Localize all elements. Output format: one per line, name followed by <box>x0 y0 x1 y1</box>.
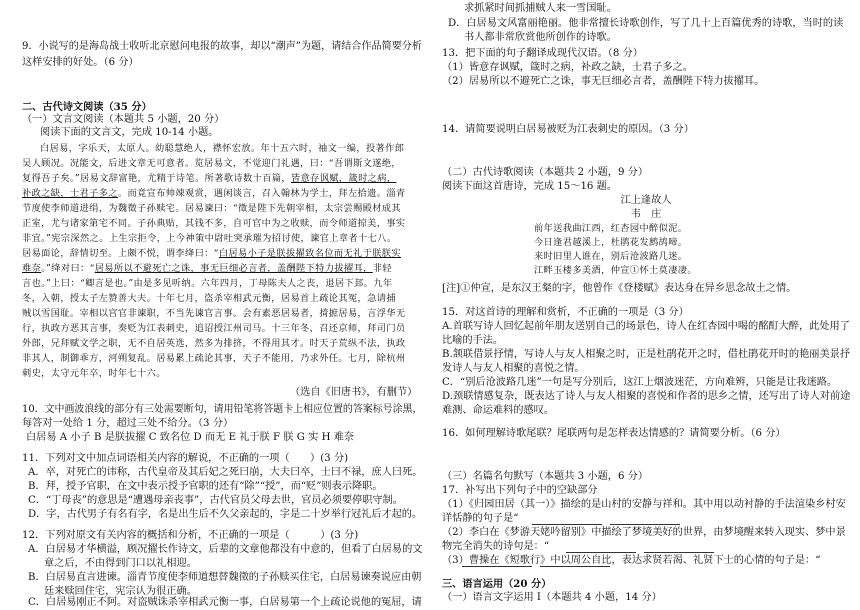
passage-line: 行，执政方恶其言事，奏贬为江表刺史，追诏授江州司马。十三年冬，召还京师，拜司门员 <box>22 323 406 334</box>
passage-line: 非其人，制御乖方，河朔复乱。居易累上疏论其事，天子不能用，乃求外任。七月，除杭州 <box>22 353 406 364</box>
poem-line: 前年送我曲江西，红杏园中醉似泥。 <box>534 223 688 234</box>
poem-author: 韦 庄 <box>630 209 662 220</box>
passage-line: 非宜。”宪宗深然之。上生宗拒令，上今神策中尉吐突承璀为招讨使，谏官上章者十七八。 <box>22 233 397 244</box>
question-13: 13．把下面的句子翻译成现代汉语。（8 分） <box>442 48 643 59</box>
passage-line: 难奈。”绛对曰：“居易所以不避死亡之诛，事无巨细必言者，盖酬陛下特力拔擢耳，非轻 <box>22 263 392 274</box>
question-9: 9．小说写的是海岛战士收听北京慰问电报的故事，却以“潮声”为题，请结合作品简要分析 <box>22 41 422 52</box>
section-heading: 二、古代诗文阅读（35 分） <box>22 101 152 113</box>
passage-line: 居易面论，辞情切至。上颇不悦，谓李绛曰：“白居易小子是朕拔擢致名位而无礼于朕朕实 <box>22 248 402 259</box>
subsection-heading: （一）语言文字运用 Ⅰ（本题共 4 小题，14 分） <box>442 592 662 603</box>
option-a: A．卒，对死亡的讳称，古代皇帝及其后妃之死曰崩，大夫曰卒，士曰不禄，庶人曰死。 <box>28 467 423 478</box>
subsection-heading: （三）名篇名句默写（本题共 3 小题，6 分） <box>442 471 649 482</box>
answer-blank[interactable] <box>610 524 680 525</box>
question-13-1: （1）皆意存讽赋，箴时之病，补政之缺，士君子多之。 <box>442 62 693 73</box>
answer-blank[interactable] <box>462 566 532 567</box>
subsection-heading: （一）文言文阅读（本题共 5 小题，20 分） <box>22 114 225 125</box>
option-d-cont: 书人都非常欣赏他所创作的诗歌。 <box>464 32 617 43</box>
poem-line: 江畔玉楼多美酒，仲宣①怀土莫凄凄。 <box>534 265 697 276</box>
option-b: B.颔联借景抒情，写诗人与友人相聚之时，正是杜鹃花开之时，借杜鹃花开时的艳丽美景抒 <box>442 349 851 360</box>
option-a-cont: 比喻的手法。 <box>442 335 504 346</box>
question-17-2: （2）李白在《梦游天姥吟留别》中描绘了梦境美好的世界，由梦境醒来转入现实、梦中景 <box>442 527 846 538</box>
option-c: C．“丁母丧”的意思是“遭遇母亲丧事”，古代官员父母去世，官员必须要停职守制。 <box>28 495 403 506</box>
question-11: 11．下列对文中加点词语相关内容的解说，不正确的一项（ ）(3 分) <box>22 453 349 464</box>
option-d: D.颈联情感复杂，既表达了诗人与友人相聚的喜悦和作者的思乡之情，还写出了诗人对前途 <box>442 391 851 402</box>
question-10: 10．文中画波浪线的部分有三处需要断句，请用铅笔将答题卡上相应位置的答案标号涂黑， <box>22 404 423 415</box>
option-b: B．拜，授予官职，在文中表示授予官职的还有“除”“授”，而“贬”则表示降职。 <box>28 481 383 492</box>
passage-line: 冬，入朝，授太子左赞善大夫。十年七月，盗杀宰相武元衡，居易首上疏论其冤，急请捕 <box>22 293 396 304</box>
option-d: D．白居易文风富丽艳丽。他非常擅长诗歌创作，写了几十上百篇优秀的诗歌，当时的读 <box>448 18 844 29</box>
question-12: 12．下列对原文有关内容的概括和分析，不正确的一项是（ ）(3 分) <box>22 530 359 541</box>
option-a: A．白居易才华横溢，顾况擢长作诗文，后辈的文章他都没有中意的，但看了白居易的文 <box>28 544 423 555</box>
passage-line: 贼以雪国耻。宰相以宫官非谏职，不当先谏官言事。会有素恶居易者，掎摭居易，言浮华无 <box>22 308 406 319</box>
subsection-heading: （二）古代诗歌阅读（本题共 2 小题，9 分） <box>442 167 649 178</box>
instruction: 阅读下面这首唐诗，完成 15～16 题。 <box>442 181 618 192</box>
option-d: D．字，古代男子有名有字，名是出生后不久父亲起的，字是二十岁举行冠礼后才起的。 <box>28 509 423 520</box>
question-14: 14．请简要说明白居易被贬为江表刺史的原因。（3 分） <box>442 124 694 135</box>
passage-line: 白居易，字乐天，太原人。幼聪慧绝人，襟怀宏放。年十五六时，袖文一编，投著作郎 <box>40 143 405 154</box>
answer-blank[interactable] <box>644 552 714 553</box>
passage-line: 言也。”上曰：“卿言是也。”由是多见听纳。六年四月，丁母陈夫人之丧，退居下邽。九年 <box>22 278 393 289</box>
option-c: C．白居易刚正不阿。对盗贼诛杀宰相武元衡一事，白居易第一个上疏论说他的冤屈，请 <box>28 597 422 608</box>
passage-line: 外郎，兄拜赋文学之职，无不自居英选，然多为排挤，不得用其才。时天子荒纵不法，执政 <box>22 338 406 349</box>
passage-line: 复得吾子矣。”居易文辞富艳，尤精于诗笔。所著歌诗数十百篇，皆意存讽赋，箴时之病， <box>22 173 397 184</box>
question-17-2-cont: 物完全消失的诗句是：“ <box>442 541 550 552</box>
passage-line: 吴人顾况。况能文，后进文章无可意者。览居易文，不觉迎门礼遇，曰：“吾谓斯文遂绝， <box>22 158 402 169</box>
option-c: C．“别后沧波路几迷”一句是写分别后，这江上烟波迷茫，方向难辨，只能是让我迷路。 <box>442 377 838 388</box>
passage-line: 节度使李师道进绢，为魏徵子孙赎宅。居易谏曰：“徵是陛下先朝宰相，太宗尝赐殿材成其 <box>22 203 402 214</box>
poem-line: 来时旧里人谁在，别后沧波路几迷。 <box>534 251 688 262</box>
question-16: 16．如何理解诗歌尾联？尾联两句是怎样表达情感的？请简要分析。（6 分） <box>442 428 786 439</box>
poem-title: 江上逢故人 <box>620 195 672 206</box>
question-9-cont: 这样安排的好处。（6 分） <box>22 57 139 68</box>
question-17-1: （1）《归园田居（其一）》描绘的是山村的安静与祥和。其中用以动衬静的手法渲染乡村安 <box>442 499 846 510</box>
question-17: 17．补写出下列句子中的空缺部分 <box>442 485 598 496</box>
option-d-cont: 难测、命运难料的感叹。 <box>442 405 555 416</box>
option-b-cont: 发诗人与友人相聚的喜悦之情。 <box>442 363 585 374</box>
option-c-cont: 求抓紧时间抓捕贼人来一雪国耻。 <box>464 3 617 14</box>
instruction: 阅读下面的文言文，完成 10-14 小题。 <box>40 127 219 138</box>
question-10-cont: 每答对一处给 1 分，超过三处不给分。（3 分） <box>22 418 234 429</box>
question-10-text: 白居易 A 小子 B 是朕拔擢 C 致名位 D 而无 E 礼于朕 F 朕 G 实 H 难奈 <box>26 432 355 443</box>
passage-source: （选自《旧唐书》，有删节） <box>290 387 418 398</box>
poem-line: 今日逢君越溪上，杜鹃花发鹧鸪啼。 <box>534 237 688 248</box>
question-13-2: （2）居易所以不避死亡之诛，事无巨细必言者，盖酬陛下特力拔擢耳。 <box>442 76 765 87</box>
section-heading: 三、语言运用（20 分） <box>442 578 552 590</box>
passage-line: 正室，尤与诸家第宅不同。子孙典贴，其钱不多，自可官中为之收赎，而令师道掠美，事实 <box>22 218 406 229</box>
option-a: A.首联写诗人回忆起前年朋友送别自己的场景色，诗人在红杏园中喝的酩酊大醉，此处用了 <box>442 321 850 332</box>
option-b-cont: 廷来赎回住宅，宪宗认为很正确。 <box>44 586 197 597</box>
passage-line: 刺史，太守元年卒，时年七十六。 <box>22 368 166 379</box>
passage-line: 补政之缺，士君子多之。而竟宣布帅竦观赏，遇闲谈言，召入翰林为学士，拜左拾遗。淄青 <box>22 188 406 199</box>
answer-blank[interactable] <box>532 524 602 525</box>
question-15: 15．对这首诗的理解和赏析，不正确的一项是（3 分） <box>442 307 689 318</box>
poem-note: [注]①仲宣，是东汉王粲的字，他曾作《登楼赋》表达身在异乡思念故土之情。 <box>442 283 797 294</box>
option-a-cont: 章之后，不由得到门口以礼相迎。 <box>44 558 197 569</box>
answer-blank[interactable] <box>540 566 610 567</box>
question-17-1-cont: 详恬静的句子是“ <box>442 513 519 524</box>
option-b: B．白居易直言进谏。淄青节度使李师道想替魏徵的子孙赎买住宅，白居易谏奏说应由朝 <box>28 572 422 583</box>
question-17-3: （3）曹操在《短歌行》中以周公自比，表达求贤若渴、礼贤下士的心情的句子是：“ <box>442 555 821 566</box>
answer-blank[interactable] <box>566 552 636 553</box>
